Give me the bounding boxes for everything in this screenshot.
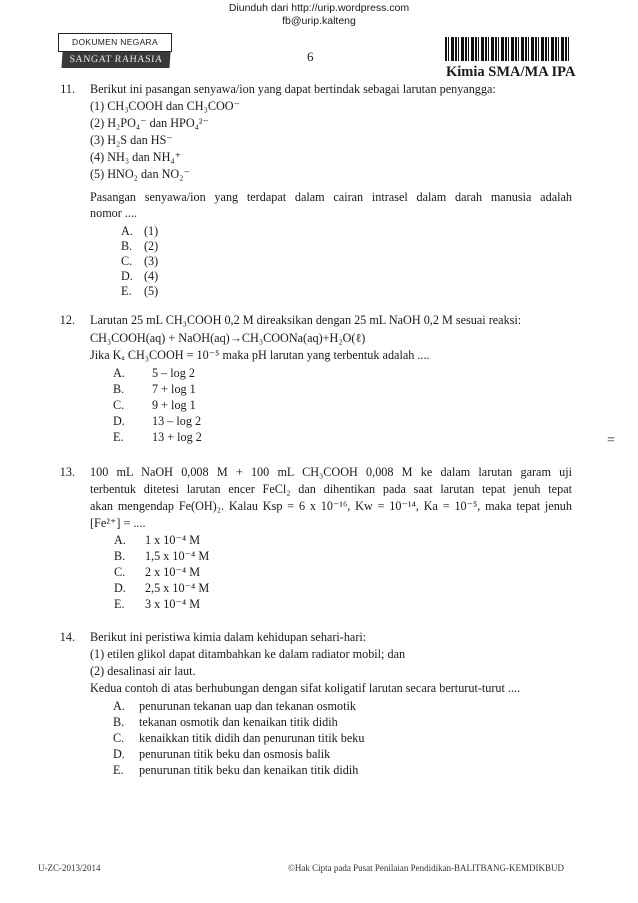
option-text: (5)	[144, 284, 159, 298]
question-text: Pasangan senyawa/ion yang terdapat dalam cairan intrasel dalam darah manusia adalah	[90, 190, 572, 204]
list-item: (1) etilen glikol dapat ditambahkan ke dalam radiator mobil; dan	[90, 647, 406, 661]
option-letter: C.	[113, 398, 125, 412]
list-item: (3) H₂S dan HS⁻	[90, 133, 173, 147]
option-letter: C.	[121, 254, 133, 268]
list-item: (2) desalinasi air laut.	[90, 664, 196, 678]
list-item: (4) NH₃ dan NH₄⁺	[90, 150, 182, 164]
option-text: 13 + log 2	[152, 430, 202, 444]
reaction-equation: CH₃COOH(aq) + NaOH(aq)→CH₃COONa(aq)+H₂O(ℓ)	[90, 331, 366, 345]
option-text: 13 – log 2	[152, 414, 202, 428]
question-stem: Larutan 25 mL CH₃COOH 0,2 M direaksikan dengan 25 mL NaOH 0,2 M sesuai reaksi:	[90, 313, 522, 327]
question-stem: Berikut ini peristiwa kimia dalam kehidupan sehari-hari:	[90, 630, 367, 644]
option-text: 1 x 10⁻⁴ M	[145, 533, 201, 547]
option-text: (1)	[144, 224, 159, 238]
option-text: (3)	[144, 254, 159, 268]
copyright-notice: ©Hak Cipta pada Pusat Penilaian Pendidikan-BALITBANG-KEMDIKBUD	[288, 863, 565, 873]
option-letter: E.	[114, 597, 125, 611]
margin-mark: =	[607, 433, 615, 448]
option-letter: E.	[113, 430, 124, 444]
option-letter: D.	[114, 581, 126, 595]
option-letter: C.	[114, 565, 126, 579]
option-letter: D.	[113, 747, 125, 761]
question-text: terbentuk ditetesi larutan encer FeCl₂ dan dihentikan pada saat larutan tepat jenuh tepat	[90, 482, 572, 496]
option-letter: A.	[114, 533, 126, 547]
question-number: 12.	[59, 313, 75, 327]
option-text: penurunan titik beku dan osmosis balik	[139, 747, 331, 761]
option-letter: D.	[113, 414, 125, 428]
source-url: Diunduh dari http://urip.wordpress.com	[228, 2, 410, 14]
option-letter: E.	[113, 763, 124, 777]
option-text: 3 x 10⁻⁴ M	[145, 597, 201, 611]
option-text: 2 x 10⁻⁴ M	[145, 565, 201, 579]
list-item: (5) HNO₂ dan NO₂⁻	[90, 167, 190, 181]
option-letter: E.	[121, 284, 132, 298]
source-contact: fb@urip.kalteng	[282, 15, 356, 27]
stamp-dokumen-negara: DOKUMEN NEGARA	[58, 33, 172, 52]
question-text: Jika Kₐ CH₃COOH = 10⁻⁵ maka pH larutan yang terbentuk adalah ....	[90, 348, 430, 362]
option-letter: A.	[121, 224, 133, 238]
option-text: 7 + log 1	[152, 382, 196, 396]
option-letter: B.	[113, 715, 125, 729]
list-item: (2) H₂PO₄⁻ dan HPO₄²⁻	[90, 116, 209, 130]
question-text: akan mengendap Fe(OH)₂. Kalau Ksp = 6 x 10⁻¹⁶, Kw = 10⁻¹⁴, Ka = 10⁻⁵, maka tepat jenuh	[90, 499, 572, 513]
option-text: penurunan titik beku dan kenaikan titik didih	[139, 763, 359, 777]
question-text: 100 mL NaOH 0,008 M + 100 mL CH₃COOH 0,008 M ke dalam larutan garam uji	[90, 465, 572, 479]
option-text: 9 + log 1	[152, 398, 196, 412]
option-letter: A.	[113, 699, 125, 713]
question-stem: Berikut ini pasangan senyawa/ion yang dapat bertindak sebagai larutan penyangga:	[90, 82, 496, 96]
question-text: [Fe²⁺] = ....	[90, 516, 146, 530]
question-text: Kedua contoh di atas berhubungan dengan sifat koligatif larutan secara berturut-turut ....	[90, 681, 521, 695]
option-letter: B.	[113, 382, 125, 396]
option-letter: D.	[121, 269, 133, 283]
option-text: tekanan osmotik dan kenaikan titik didih	[139, 715, 338, 729]
question-number: 11.	[60, 82, 75, 96]
question-text: nomor ....	[90, 206, 138, 220]
option-text: (4)	[144, 269, 159, 283]
barcode	[445, 37, 570, 61]
option-text: (2)	[144, 239, 159, 253]
question-number: 13.	[59, 465, 75, 479]
option-text: 5 – log 2	[152, 366, 195, 380]
option-text: kenaikkan titik didih dan penurunan titik beku	[139, 731, 365, 745]
option-letter: A.	[113, 366, 125, 380]
stamp-sangat-rahasia: SANGAT RAHASIA	[61, 52, 170, 68]
subject-title: Kimia SMA/MA IPA	[446, 64, 576, 80]
list-item: (1) CH₃COOH dan CH₃COO⁻	[90, 99, 241, 113]
option-text: 1,5 x 10⁻⁴ M	[145, 549, 210, 563]
page-number: 6	[307, 49, 314, 64]
option-letter: B.	[114, 549, 126, 563]
question-number: 14.	[59, 630, 75, 644]
option-letter: C.	[113, 731, 125, 745]
option-text: penurunan tekanan uap dan tekanan osmotik	[139, 699, 356, 713]
option-text: 2,5 x 10⁻⁴ M	[145, 581, 210, 595]
option-letter: B.	[121, 239, 133, 253]
document-code: U-ZC-2013/2014	[38, 863, 101, 873]
